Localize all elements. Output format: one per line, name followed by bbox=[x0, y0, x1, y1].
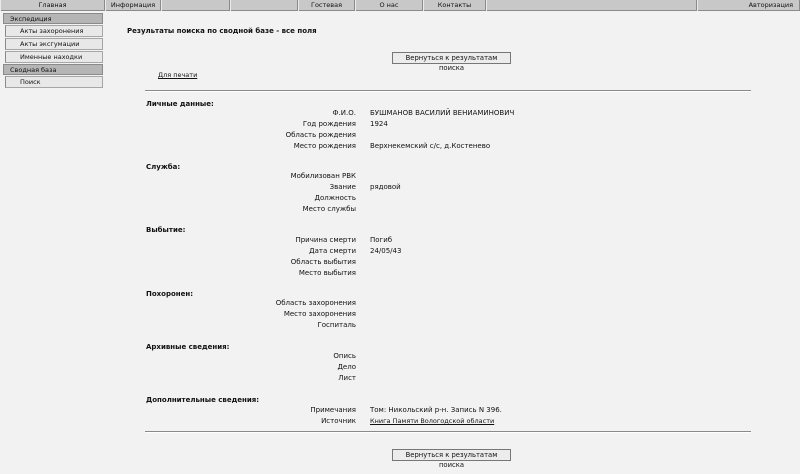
field-row bbox=[146, 247, 566, 257]
print-link[interactable]: Для печати bbox=[158, 71, 198, 79]
field-row bbox=[146, 142, 566, 152]
field-value: БУШМАНОВ ВАСИЛИЙ ВЕНИАМИНОВИЧ bbox=[370, 109, 515, 117]
field-row bbox=[146, 299, 566, 309]
divider-bottom bbox=[145, 431, 751, 433]
field-row bbox=[146, 321, 566, 331]
section-title-departure: Выбытие: bbox=[146, 226, 186, 234]
sidebar-item-burial-acts[interactable]: Акты захоронения bbox=[5, 25, 103, 37]
field-row bbox=[146, 194, 566, 204]
field-label: Место выбытия bbox=[298, 269, 356, 277]
field-value: Погиб bbox=[370, 236, 393, 244]
top-navigation bbox=[0, 0, 800, 11]
sidebar-section-summary-base[interactable]: Сводная база bbox=[3, 64, 103, 75]
field-label: Лист bbox=[338, 374, 356, 382]
nav-information[interactable]: Информация bbox=[105, 0, 161, 11]
field-value: Верхнекемский с/с, д.Костенево bbox=[370, 142, 491, 150]
back-to-results-button-bottom[interactable]: Вернуться к результатам поиска bbox=[392, 449, 511, 461]
field-label: Область выбытия bbox=[290, 258, 356, 266]
field-row bbox=[146, 417, 566, 427]
nav-empty-1[interactable] bbox=[161, 0, 230, 11]
field-value: 24/05/43 bbox=[370, 247, 402, 255]
field-value: Том: Никольский р-н. Запись N 396. bbox=[370, 406, 502, 414]
source-link[interactable]: Книга Памяти Вологодской области bbox=[370, 417, 495, 425]
field-row bbox=[146, 406, 566, 416]
field-row bbox=[146, 120, 566, 130]
field-row bbox=[146, 236, 566, 246]
field-row bbox=[146, 363, 566, 373]
field-label: Область рождения bbox=[285, 131, 356, 139]
back-to-results-button[interactable]: Вернуться к результатам поиска bbox=[392, 52, 511, 64]
sidebar-section-expedition[interactable]: Экспедиция bbox=[3, 13, 103, 24]
section-title-buried: Похоронен: bbox=[146, 290, 194, 298]
field-row bbox=[146, 310, 566, 320]
field-label: Должность bbox=[314, 194, 356, 202]
nav-home[interactable]: Главная bbox=[0, 0, 105, 11]
section-title-service: Служба: bbox=[146, 163, 181, 171]
section-title-personal: Личные данные: bbox=[146, 100, 214, 108]
field-row bbox=[146, 172, 566, 182]
nav-empty-3[interactable] bbox=[486, 0, 697, 11]
field-label: Место службы bbox=[302, 205, 356, 213]
nav-empty-2[interactable] bbox=[230, 0, 298, 11]
field-row bbox=[146, 109, 566, 119]
field-label: Дело bbox=[337, 363, 356, 371]
sidebar-item-exhumation-acts[interactable]: Акты эксгумации bbox=[5, 38, 103, 50]
field-label: Место рождения bbox=[293, 142, 356, 150]
field-label: Область захоронения bbox=[275, 299, 356, 307]
field-row bbox=[146, 269, 566, 279]
field-row bbox=[146, 183, 566, 193]
field-label: Мобилизован РВК bbox=[290, 172, 356, 180]
field-row bbox=[146, 258, 566, 268]
section-title-extra: Дополнительные сведения: bbox=[146, 396, 260, 404]
field-value: 1924 bbox=[370, 120, 388, 128]
field-label: Источник bbox=[321, 417, 356, 425]
field-label: Звание bbox=[329, 183, 356, 191]
field-label: Год рождения bbox=[302, 120, 356, 128]
sidebar-item-search[interactable]: Поиск bbox=[5, 76, 103, 88]
field-label: Причина смерти bbox=[295, 236, 356, 244]
field-row bbox=[146, 131, 566, 141]
field-row bbox=[146, 374, 566, 384]
sidebar-item-named-finds[interactable]: Именные находки bbox=[5, 51, 103, 63]
field-row bbox=[146, 352, 566, 362]
sidebar bbox=[3, 13, 103, 89]
field-label: Ф.И.О. bbox=[332, 109, 356, 117]
field-label: Госпиталь bbox=[317, 321, 356, 329]
nav-contacts[interactable]: Контакты bbox=[423, 0, 486, 11]
nav-login[interactable]: Авторизация bbox=[697, 0, 800, 11]
field-label: Дата смерти bbox=[309, 247, 356, 255]
page-title: Результаты поиска по сводной базе - все поля bbox=[127, 27, 317, 35]
field-value: рядовой bbox=[370, 183, 401, 191]
nav-about[interactable]: О нас bbox=[355, 0, 423, 11]
field-label: Опись bbox=[333, 352, 356, 360]
field-row bbox=[146, 205, 566, 215]
section-title-archive: Архивные сведения: bbox=[146, 343, 230, 351]
field-label: Примечания bbox=[310, 406, 356, 414]
divider-top bbox=[145, 90, 751, 92]
field-label: Место захоронения bbox=[283, 310, 356, 318]
nav-guestbook[interactable]: Гостевая bbox=[298, 0, 355, 11]
